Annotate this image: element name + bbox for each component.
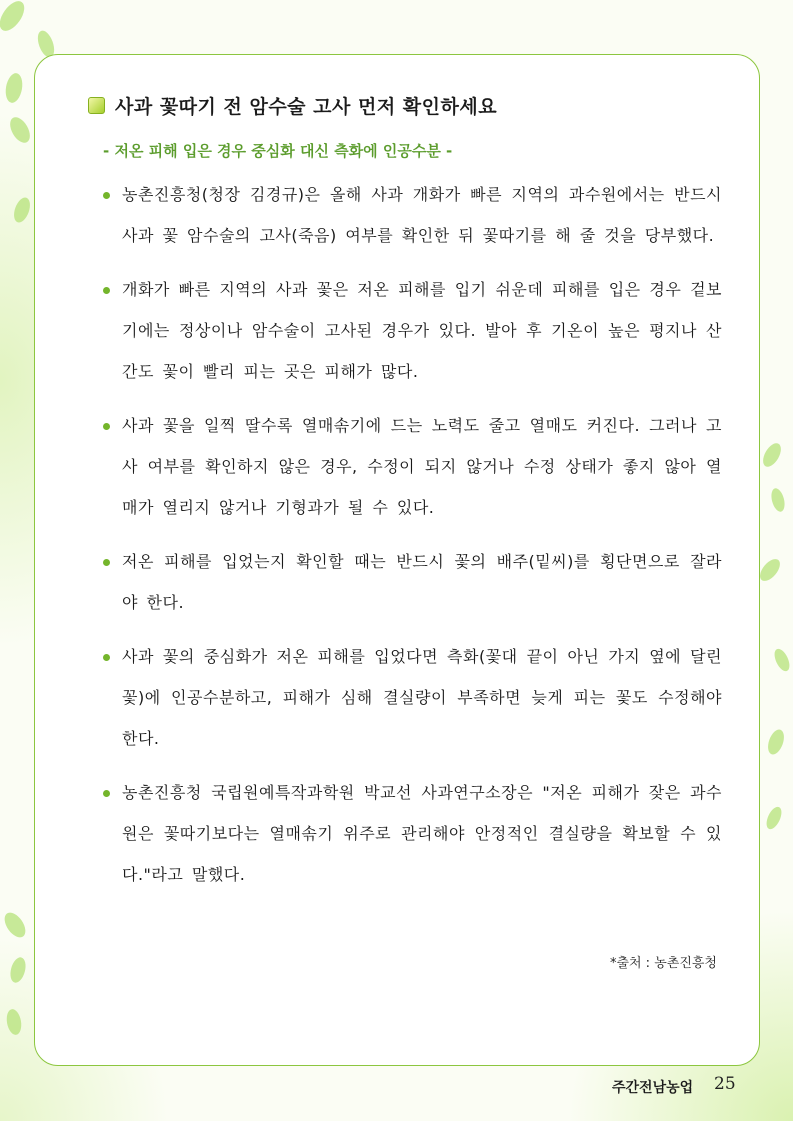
leaf-icon	[4, 72, 25, 104]
publication-name: 주간전남농업	[612, 1080, 694, 1096]
leaf-icon	[0, 0, 29, 35]
square-bullet-icon	[88, 97, 105, 114]
leaf-icon	[756, 556, 783, 585]
leaf-icon	[11, 195, 33, 224]
leaf-icon	[6, 114, 34, 146]
source-note: *출처 : 농촌진흥청	[609, 956, 717, 971]
leaf-icon	[759, 440, 784, 470]
bullet-icon	[103, 423, 110, 430]
list-item	[100, 772, 722, 895]
article-body	[100, 174, 722, 908]
list-item	[100, 405, 722, 528]
leaf-icon	[765, 727, 787, 756]
bullet-icon	[103, 654, 110, 661]
leaf-icon	[769, 487, 787, 513]
bullet-icon	[103, 287, 110, 294]
list-item-text: 개화가 빠른 지역의 사과 꽃은 저온 피해를 입기 쉬운데 피해를 입은 경우 겉보기에는 정상이나 암수술이 고사된 경우가 있다. 발아 후 기온이 높은 평지나 산간도 꽃이 빨리 피는 곳은 피해가 많다.	[122, 280, 722, 381]
list-item-text: 사과 꽃을 일찍 딸수록 열매솎기에 드는 노력도 줄고 열매도 커진다. 그러나 고사 여부를 확인하지 않은 경우, 수정이 되지 않거나 수정 상태가 좋지 않아 열매가 열리지 않거나 기형과가 될 수 있다.	[122, 416, 722, 517]
list-item	[100, 636, 722, 759]
list-item-text: 농촌진흥청(청장 김경규)은 올해 사과 개화가 빠른 지역의 과수원에서는 반드시 사과 꽃 암수술의 고사(죽음) 여부를 확인한 뒤 꽃따기를 해 줄 것을 당부했다.	[122, 185, 722, 245]
bullet-icon	[103, 192, 110, 199]
article-title	[88, 92, 497, 119]
article-subtitle: - 저온 피해 입은 경우 중심화 대신 측화에 인공수분 -	[103, 142, 453, 160]
list-item-text: 농촌진흥청 국립원예특작과학원 박교선 사과연구소장은 "저온 피해가 잦은 과수원은 꽃따기보다는 열매솎기 위주로 관리해야 안정적인 결실량을 확보할 수 있다."라고 말했다.	[122, 783, 722, 884]
list-item	[100, 174, 722, 256]
leaf-icon	[5, 1008, 23, 1036]
leaf-icon	[771, 647, 792, 674]
bullet-icon	[103, 790, 110, 797]
leaf-icon	[763, 805, 784, 832]
list-item	[100, 269, 722, 392]
article-title-text: 사과 꽃따기 전 암수술 고사 먼저 확인하세요	[115, 96, 498, 118]
page-number: 25	[714, 1074, 736, 1094]
bullet-icon	[103, 559, 110, 566]
list-item-text: 저온 피해를 입었는지 확인할 때는 반드시 꽃의 배주(밑씨)를 횡단면으로 잘라야 한다.	[122, 552, 722, 612]
leaf-icon	[8, 956, 28, 985]
list-item	[100, 541, 722, 623]
list-item-text: 사과 꽃의 중심화가 저온 피해를 입었다면 측화(꽃대 끝이 아닌 가지 옆에 달린 꽃)에 인공수분하고, 피해가 심해 결실량이 부족하면 늦게 피는 꽃도 수정해야 한다.	[122, 647, 722, 748]
leaf-icon	[0, 909, 29, 941]
